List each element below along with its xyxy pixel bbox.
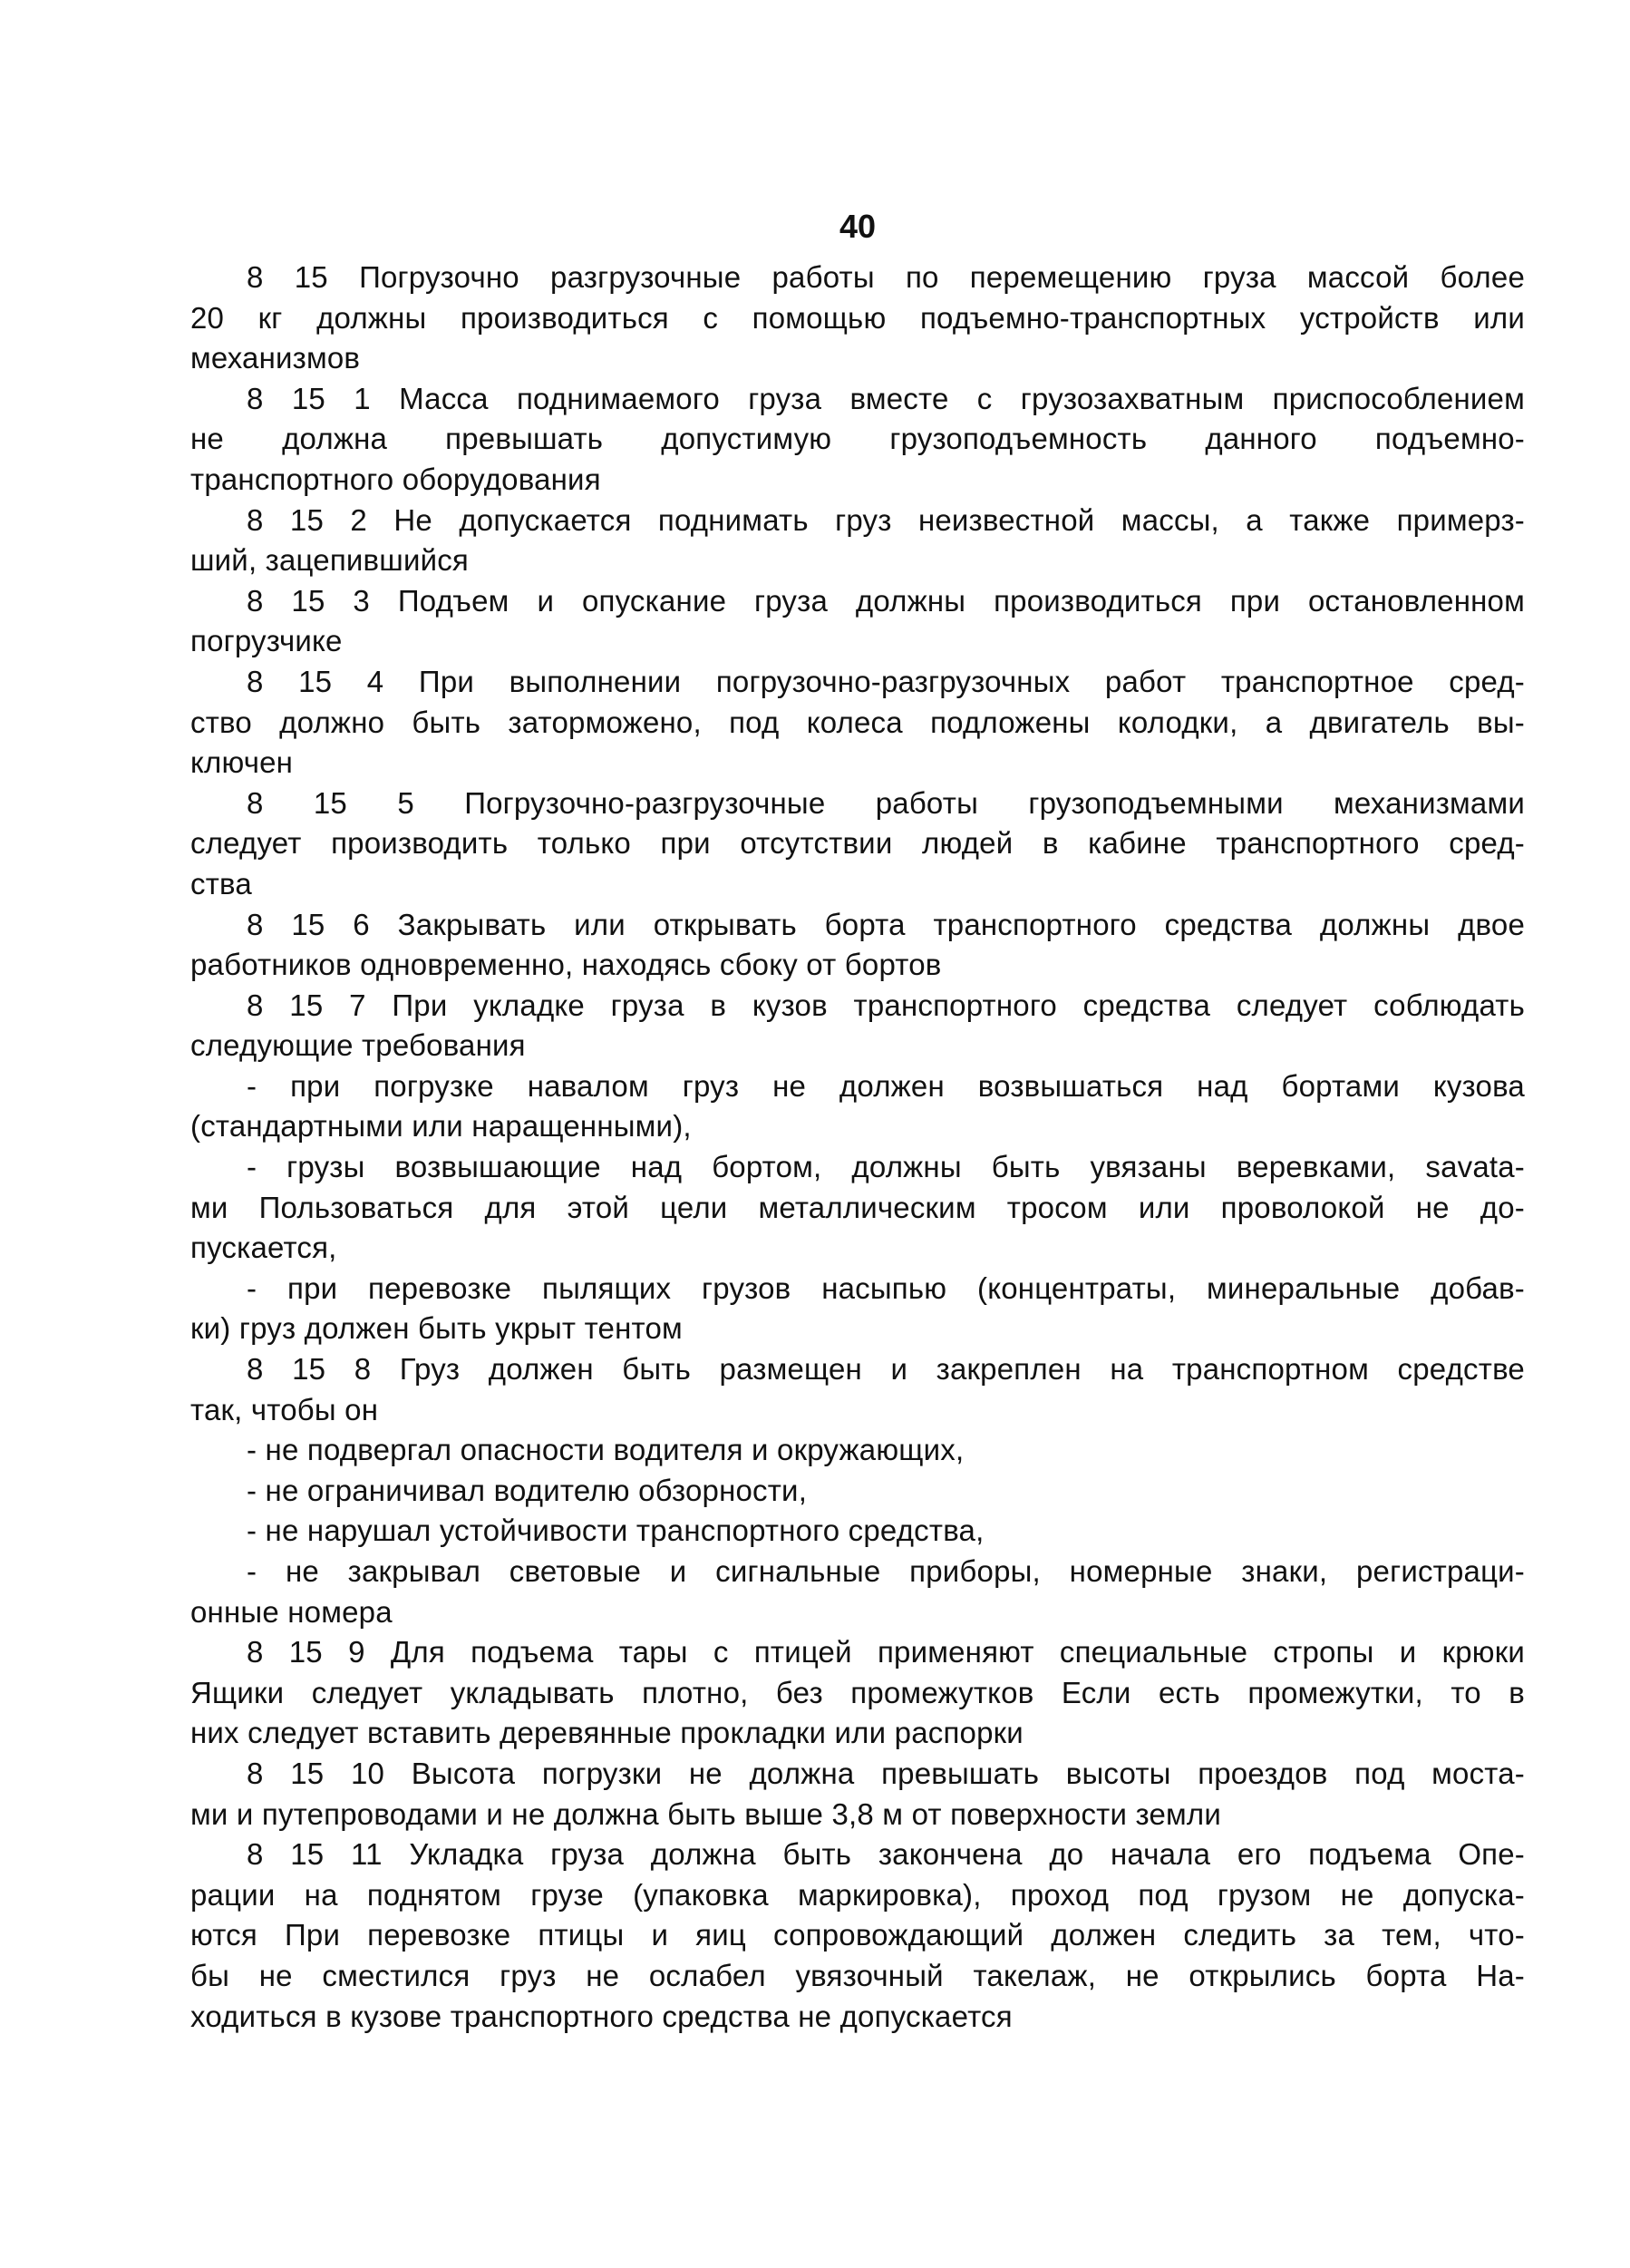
text-line: ми Пользоваться для этой цели металлическим тросом или проволокой не до- bbox=[190, 1190, 1525, 1224]
text-line: пускается, bbox=[190, 1231, 337, 1265]
document-body bbox=[190, 258, 1525, 2037]
text-line: 8 15 Погрузочно разгрузочные работы по перемещению груза массой более bbox=[247, 260, 1525, 294]
text-line: 8 15 7 При укладке груза в кузов транспортного средства следует соблюдать bbox=[247, 988, 1525, 1022]
text-line: 8 15 6 Закрывать или открывать борта транспортного средства должны двое bbox=[247, 907, 1525, 941]
text-line: - не нарушал устойчивости транспортного средства, bbox=[247, 1514, 985, 1548]
text-line: так, чтобы он bbox=[190, 1392, 379, 1426]
text-line: не должна превышать допустимую грузоподъемность данного подъемно- bbox=[190, 422, 1525, 456]
text-line: 8 15 2 Не допускается поднимать груз неизвестной массы, а также примерз- bbox=[247, 502, 1525, 537]
text-line: ются При перевозке птицы и яиц сопровождающий должен следить за тем, что- bbox=[190, 1918, 1525, 1952]
text-line: следует производить только при отсутствии людей в кабине транспортного сред- bbox=[190, 826, 1525, 861]
text-line: механизмов bbox=[190, 341, 361, 375]
text-line: них следует вставить деревянные прокладки или распорки bbox=[190, 1716, 1024, 1750]
text-line: 8 15 11 Укладка груза должна быть закончена до начала его подъема Опе- bbox=[247, 1837, 1525, 1872]
text-line: бы не сместился груз не ослабел увязочный такелаж, не открылись борта На- bbox=[190, 1958, 1525, 1992]
text-line: - не подвергал опасности водителя и окружающих, bbox=[247, 1433, 965, 1467]
text-line: Ящики следует укладывать плотно, без промежутков Если есть промежутки, то в bbox=[190, 1675, 1525, 1709]
text-line: 8 15 10 Высота погрузки не должна превышать высоты проездов под моста- bbox=[247, 1756, 1525, 1790]
text-line: - при перевозке пылящих грузов насыпью (концентраты, минеральные добав- bbox=[247, 1270, 1525, 1305]
text-line: ключен bbox=[190, 745, 294, 780]
text-line: 8 15 3 Подъем и опускание груза должны производиться при остановленном bbox=[247, 583, 1525, 618]
text-line: ходиться в кузове транспортного средства не допускается bbox=[190, 1999, 1013, 2033]
text-line: 8 15 9 Для подъема тары с птицей применяют специальные стропы и крюки bbox=[247, 1635, 1525, 1669]
text-line: ство должно быть заторможено, под колеса подложены колодки, а двигатель вы- bbox=[190, 705, 1525, 739]
text-line: ми и путепроводами и не должна быть выше 3,8 м от поверхности земли bbox=[190, 1796, 1221, 1831]
text-line: ки) груз должен быть укрыт тентом bbox=[190, 1311, 683, 1346]
text-line: рации на поднятом грузе (упаковка маркировка), проход под грузом не допуска- bbox=[190, 1877, 1525, 1912]
text-line: погрузчике bbox=[190, 624, 343, 658]
text-line: - грузы возвышающие над бортом, должны быть увязаны веревками, savata- bbox=[247, 1150, 1525, 1184]
text-line: работников одновременно, находясь сбоку от бортов bbox=[190, 948, 942, 982]
text-line: 8 15 5 Погрузочно-разгрузочные работы грузоподъемными механизмами bbox=[247, 785, 1525, 820]
text-line: - не закрывал световые и сигнальные приборы, номерные знаки, регистраци- bbox=[247, 1554, 1525, 1588]
text-line: 8 15 8 Груз должен быть размещен и закреплен на транспортном средстве bbox=[247, 1352, 1525, 1387]
document-page bbox=[190, 209, 1525, 2037]
text-line: - при погрузке навалом груз не должен возвышаться над бортами кузова bbox=[247, 1068, 1525, 1103]
text-line: ства bbox=[190, 866, 252, 900]
page-number: 40 bbox=[839, 208, 877, 245]
text-line: онные номера bbox=[190, 1594, 393, 1629]
text-line: - не ограничивал водителю обзорности, bbox=[247, 1473, 808, 1507]
text-line: 8 15 1 Масса поднимаемого груза вместе с грузозахватным приспособлением bbox=[247, 381, 1525, 415]
text-line: транспортного оборудования bbox=[190, 462, 601, 496]
text-line: 8 15 4 При выполнении погрузочно-разгрузочных работ транспортное сред- bbox=[247, 664, 1525, 698]
text-line: ший, зацепившийся bbox=[190, 543, 469, 578]
text-line: 20 кг должны производиться с помощью подъемно-транспортных устройств или bbox=[190, 300, 1525, 335]
text-line: следующие требования bbox=[190, 1028, 526, 1063]
text-line: (стандартными или наращенными), bbox=[190, 1109, 692, 1144]
